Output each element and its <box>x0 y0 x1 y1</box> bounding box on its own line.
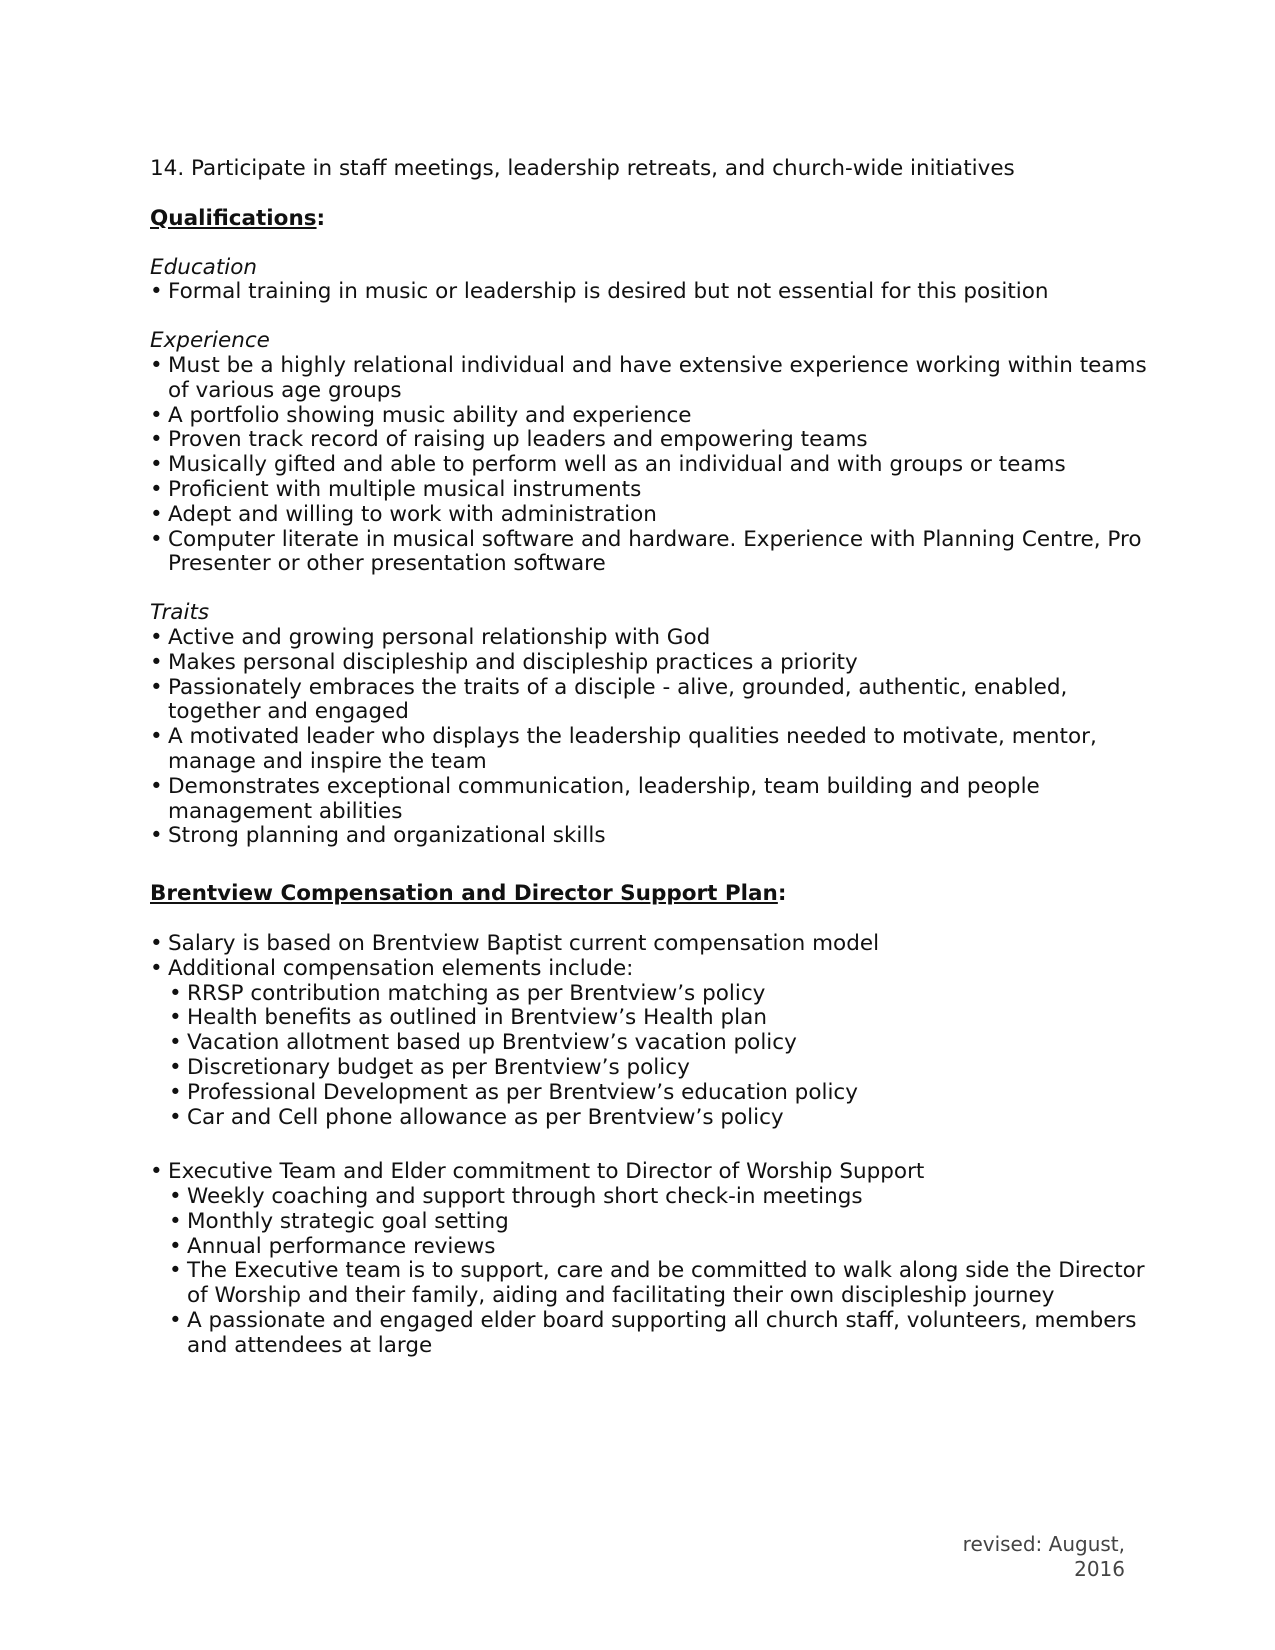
bullet-icon: • <box>169 1258 182 1284</box>
bullet-icon: • <box>169 1104 182 1130</box>
sub-list-item: • The Executive team is to support, care and be committed to walk along side the Director of Worship and their family, aiding and facilitating their own discipleship journey <box>169 1258 1145 1309</box>
list-item: • Active and growing personal relationship with God <box>150 624 711 650</box>
bullet-icon: • <box>169 1233 182 1259</box>
list-item: • Proven track record of raising up leaders and empowering teams <box>150 427 868 453</box>
list-item: • Proficient with multiple musical instruments <box>150 476 642 502</box>
bullet-icon: • <box>150 674 163 700</box>
sub-list-item: • Professional Development as per Brentview’s education policy <box>169 1079 858 1105</box>
bullet-icon: • <box>150 352 163 378</box>
list-item: • Must be a highly relational individual and have extensive experience working within teams of various age groups <box>150 352 1147 403</box>
bullet-icon: • <box>169 1030 182 1056</box>
list-item: • Formal training in music or leadership is desired but not essential for this position <box>150 279 1049 305</box>
bullet-icon: • <box>150 624 163 650</box>
list-item: • Salary is based on Brentview Baptist current compensation model <box>150 930 880 956</box>
bullet-icon: • <box>169 1005 182 1031</box>
compensation-heading-text: Brentview Compensation and Director Support Plan <box>150 881 778 907</box>
bullet-icon: • <box>150 476 163 502</box>
bullet-icon: • <box>169 980 182 1006</box>
list-item: • Adept and willing to work with administration <box>150 501 657 527</box>
compensation-heading-colon: : <box>777 881 787 907</box>
list-item: • Makes personal discipleship and discipleship practices a priority <box>150 649 858 675</box>
bullet-icon: • <box>150 526 163 552</box>
list-item: • Demonstrates exceptional communication, leadership, team building and people management abilities <box>150 773 1040 824</box>
bullet-icon: • <box>150 501 163 527</box>
qualifications-heading-colon: : <box>316 205 326 231</box>
list-item: • A portfolio showing music ability and experience <box>150 402 692 428</box>
bullet-icon: • <box>150 823 163 849</box>
sub-list-item: • Weekly coaching and support through short check-in meetings <box>169 1184 863 1210</box>
bullet-icon: • <box>150 773 163 799</box>
bullet-icon: • <box>169 1184 182 1210</box>
bullet-icon: • <box>150 402 163 428</box>
sub-list-item: • Monthly strategic goal setting <box>169 1208 509 1234</box>
list-item: • Executive Team and Elder commitment to Director of Worship Support <box>150 1159 925 1185</box>
bullet-icon: • <box>150 930 163 956</box>
bullet-icon: • <box>169 1308 182 1334</box>
bullet-icon: • <box>169 1079 182 1105</box>
education-subheading: Education <box>150 254 258 280</box>
bullet-icon: • <box>169 1208 182 1234</box>
qualifications-heading-text: Qualifications <box>150 205 317 231</box>
bullet-icon: • <box>150 955 163 981</box>
list-item: • A motivated leader who displays the leadership qualities needed to motivate, mentor, manage and inspire the team <box>150 724 1097 774</box>
list-item: • Strong planning and organizational skills <box>150 823 606 849</box>
sub-list-item: • Annual performance reviews <box>169 1233 496 1259</box>
bullet-icon: • <box>150 1159 163 1185</box>
bullet-icon: • <box>150 724 163 750</box>
responsibility-item-14: 14. Participate in staff meetings, leadership retreats, and church-wide initiatives <box>150 156 1015 181</box>
sub-list-item: • A passionate and engaged elder board supporting all church staff, volunteers, members and attendees at large <box>169 1308 1137 1358</box>
sub-list-item: • RRSP contribution matching as per Brentview’s policy <box>169 980 766 1006</box>
sub-list-item: • Discretionary budget as per Brentview’s policy <box>169 1054 690 1080</box>
list-item: • Passionately embraces the traits of a disciple - alive, grounded, authentic, enabled, together and engaged <box>150 674 1068 725</box>
traits-subheading: Traits <box>150 600 210 626</box>
list-item: • Additional compensation elements include: <box>150 955 634 981</box>
document-body <box>150 157 1150 1359</box>
bullet-icon: • <box>150 452 163 478</box>
compensation-heading <box>150 882 1150 907</box>
sub-list-item: • Car and Cell phone allowance as per Brentview’s policy <box>169 1104 784 1130</box>
bullet-icon: • <box>150 427 163 453</box>
revision-date: revised: August, 2016 <box>962 1532 1125 1581</box>
sub-list-item: • Health benefits as outlined in Brentview’s Health plan <box>169 1005 767 1031</box>
list-item: • Computer literate in musical software and hardware. Experience with Planning Centre, Pro Presenter or other presentation software <box>150 526 1142 577</box>
bullet-icon: • <box>150 279 163 305</box>
qualifications-heading <box>150 207 1150 232</box>
bullet-icon: • <box>150 649 163 675</box>
list-item: • Musically gifted and able to perform well as an individual and with groups or teams <box>150 452 1066 478</box>
experience-subheading: Experience <box>150 328 270 354</box>
bullet-icon: • <box>169 1054 182 1080</box>
sub-list-item: • Vacation allotment based up Brentview’s vacation policy <box>169 1030 797 1056</box>
